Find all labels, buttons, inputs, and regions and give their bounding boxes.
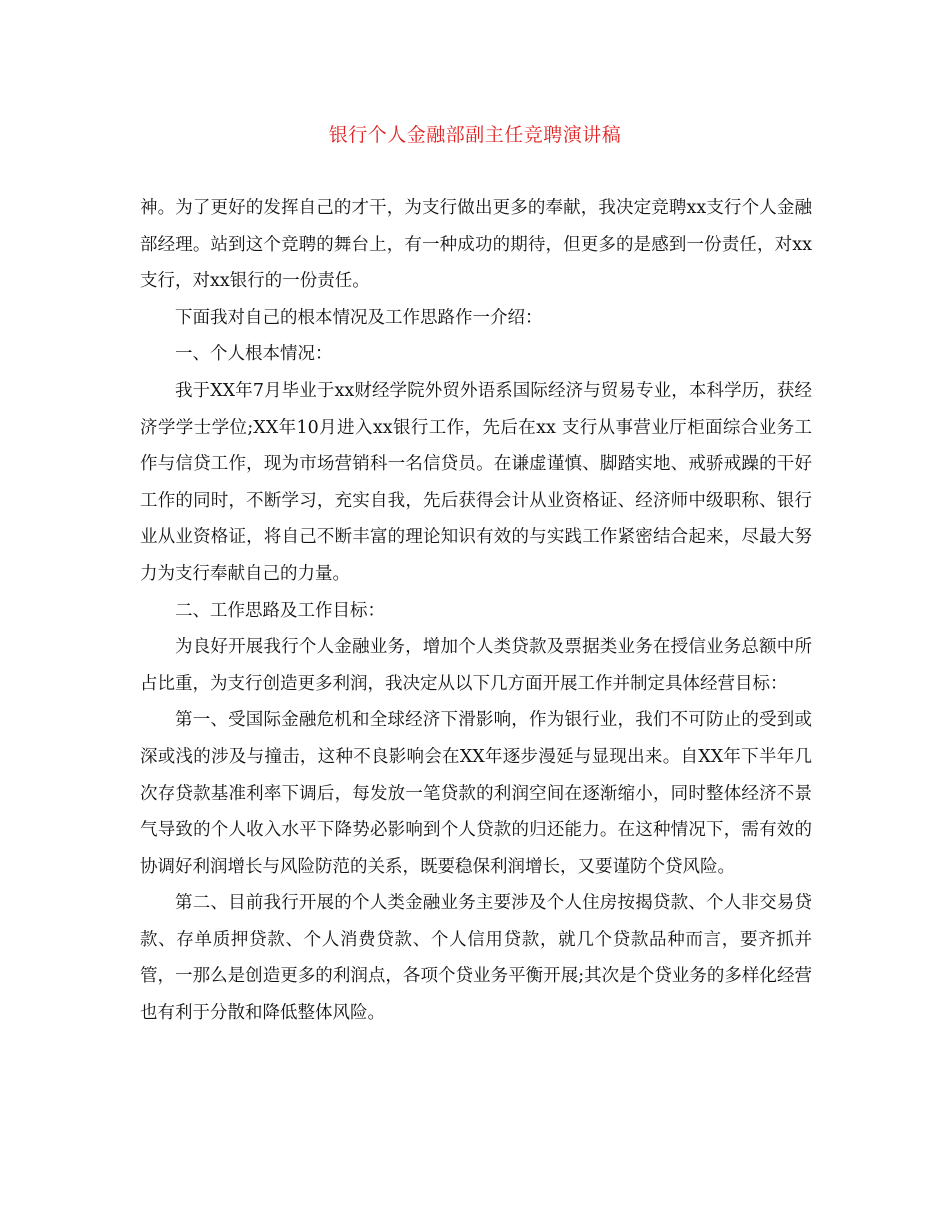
document-title: 银行个人金融部副主任竞聘演讲稿 [328,124,622,146]
paragraph: 我于XX年7月毕业于xx财经学院外贸外语系国际经济与贸易专业，本科学历，获经济学学士学位;XX年10月进入xx银行工作，先后在xx 支行从事营业厅柜面综合业务工作与信贷工作，现为市场营销科一名信贷员。在谦虚谨慎、脚踏实地、戒骄戒躁的干好工作的同时，不断学习，充实自我，先后获得会计从业资格证、经济师中级职称、银行业从业资格证，将自己不断丰富的理论知识有效的与实践工作紧密结合起来，尽最大努力为支行奉献自己的力量。 [140,380,812,584]
document-body [140,190,812,1032]
paragraph: 下面我对自己的根本情况及工作思路作一介绍： [175,307,543,328]
paragraph: 第一、受国际金融危机和全球经济下滑影响，作为银行业，我们不可防止的受到或深或浅的涉及与撞击，这种不良影响会在XX年逐步漫延与显现出来。自XX年下半年几次存贷款基准利率下调后，每发放一笔贷款的利润空间在逐渐缩小，同时整体经济不景气导致的个人收入水平下降势必影响到个人贷款的归还能力。在这种情况下，需有效的协调好利润增长与风险防范的关系，既要稳保利润增长，又要谨防个贷风险。 [140,710,812,877]
section-heading: 一、个人根本情况： [175,344,333,365]
paragraph: 为良好开展我行个人金融业务，增加个人类贷款及票据类业务在授信业务总额中所占比重，为支行创造更多利润，我决定从以下几方面开展工作并制定具体经营目标： [140,637,812,694]
paragraph: 神。为了更好的发挥自己的才干，为支行做出更多的奉献，我决定竞聘xx支行个人金融部经理。站到这个竞聘的舞台上，有一种成功的期待，但更多的是感到一份责任，对xx支行，对xx银行的一份责任。 [140,198,812,292]
paragraph: 第二、目前我行开展的个人类金融业务主要涉及个人住房按揭贷款、个人非交易贷款、存单质押贷款、个人消费贷款、个人信用贷款，就几个贷款品种而言，要齐抓并管，一那么是创造更多的利润点，各项个贷业务平衡开展;其次是个贷业务的多样化经营也有利于分散和降低整体风险。 [140,893,812,1024]
section-heading: 二、工作思路及工作目标： [175,600,385,621]
